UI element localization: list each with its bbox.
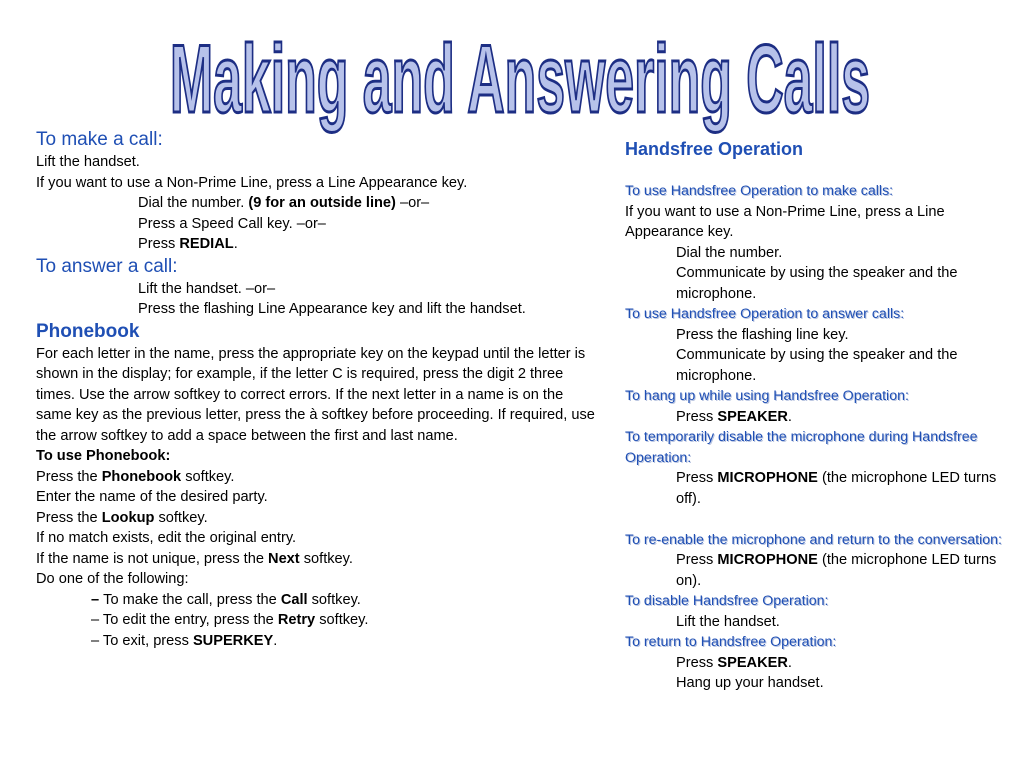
- spacer: [625, 509, 1017, 530]
- step-text: Press: [676, 654, 718, 671]
- disable-mic-step: [625, 468, 1017, 509]
- redial-prefix: Press: [138, 236, 180, 252]
- phonebook-option: [36, 610, 601, 631]
- step-text: Press: [676, 408, 718, 425]
- step-text: Press the: [36, 509, 102, 526]
- option-text: softkey.: [307, 591, 361, 608]
- answer-call-step: Lift the handset. –or–: [138, 280, 276, 297]
- step-text: (the microphone LED turns on).: [676, 552, 997, 589]
- handsfree-answer-label: To use Handsfree Operation to answer calls:: [625, 306, 905, 322]
- phonebook-step: Do one of the following:: [36, 571, 189, 587]
- step-text: (the microphone LED turns off).: [676, 470, 997, 507]
- phonebook-step: [36, 467, 601, 488]
- handsfree-make-step: Communicate by using the speaker and the microphone.: [676, 265, 958, 302]
- lookup-softkey: Lookup: [101, 509, 155, 526]
- make-call-step: If you want to use a Non-Prime Line, press a Line Appearance key.: [36, 174, 468, 191]
- answer-call-step: Press the flashing Line Appearance key and lift the handset.: [138, 301, 526, 317]
- phonebook-paragraph: For each letter in the name, press the appropriate key on the keypad until the letter is shown in the display; for example, if the letter C is required, press the digit 2 three times. Use the arrow softkey to correct errors. If the next letter in a name is on the same key as the previous letter, press the à softkey before proceeding. If required, use the arrow softkey to add a space between the first and last name.: [36, 345, 595, 444]
- option-text: To make the call, press the: [103, 591, 281, 608]
- return-handsfree-step: [625, 653, 1017, 674]
- handsfree-hangup-label: To hang up while using Handsfree Operation:: [625, 388, 909, 404]
- next-softkey: Next: [268, 550, 300, 567]
- make-call-redial: [36, 234, 601, 255]
- step-text: softkey.: [154, 509, 208, 526]
- reenable-mic-label: To re-enable the microphone and return to the conversation:: [625, 531, 1002, 548]
- handsfree-answer-step: Communicate by using the speaker and the microphone.: [676, 347, 958, 384]
- speaker-key: SPEAKER: [717, 408, 788, 425]
- phonebook-step: If no match exists, edit the original entry.: [36, 530, 297, 546]
- disable-handsfree-step: Lift the handset.: [676, 613, 780, 630]
- return-handsfree-label: To return to Handsfree Operation:: [625, 634, 837, 650]
- step-text: Press the: [36, 468, 102, 485]
- outside-line-note: (9 for an outside line): [248, 195, 396, 211]
- retry-softkey: Retry: [277, 612, 316, 628]
- answer-call-heading: To answer a call:: [36, 255, 178, 277]
- disable-mic-label: To temporarily disable the microphone during Handsfree Operation:: [625, 429, 978, 466]
- step-text: Press: [676, 470, 718, 486]
- step-text: softkey.: [181, 468, 235, 485]
- step-text: .: [787, 654, 792, 671]
- dash: –: [91, 591, 104, 608]
- or-text: –or–: [395, 195, 430, 211]
- step-text: If the name is not unique, press the: [36, 550, 269, 567]
- phonebook-step: [36, 549, 601, 570]
- option-text: – To edit the entry, press the: [91, 612, 278, 628]
- phonebook-softkey: Phonebook: [101, 468, 182, 485]
- handsfree-make-label: To use Handsfree Operation to make calls:: [625, 183, 894, 199]
- use-phonebook-heading: To use Phonebook:: [36, 448, 171, 464]
- make-call-heading: To make a call:: [36, 129, 163, 150]
- option-text: softkey.: [315, 612, 369, 628]
- option-text: – To exit, press: [91, 632, 193, 649]
- phonebook-heading: Phonebook: [36, 320, 140, 342]
- make-call-dial: [36, 193, 601, 214]
- handsfree-hangup-step: [625, 407, 1017, 428]
- microphone-key: MICROPHONE: [717, 470, 818, 486]
- page-title: [150, 26, 890, 136]
- speaker-key: SPEAKER: [717, 654, 788, 671]
- phonebook-option: [36, 631, 601, 652]
- disable-handsfree-label: To disable Handsfree Operation:: [625, 593, 829, 609]
- option-text: .: [273, 632, 278, 649]
- call-softkey: Call: [280, 591, 308, 608]
- left-column: [36, 128, 601, 651]
- handsfree-answer-step: Press the flashing line key.: [676, 326, 849, 343]
- handsfree-make-step: Dial the number.: [676, 244, 783, 261]
- redial-suffix: .: [233, 236, 238, 252]
- step-text: softkey.: [299, 550, 353, 567]
- phonebook-step: [36, 508, 601, 529]
- return-handsfree-step: Hang up your handset.: [676, 675, 824, 691]
- microphone-key: MICROPHONE: [717, 552, 818, 568]
- make-call-speed: Press a Speed Call key. –or–: [138, 215, 326, 232]
- reenable-mic-step: [625, 550, 1017, 591]
- page-title-wordart: [150, 26, 890, 136]
- make-call-step: Lift the handset.: [36, 154, 140, 170]
- dial-text: Dial the number.: [138, 195, 249, 211]
- page-title-text: Making and Answering Calls: [169, 26, 870, 134]
- right-column: [625, 138, 1017, 694]
- step-text: Press: [676, 552, 718, 568]
- redial-key: REDIAL: [179, 236, 234, 252]
- handsfree-heading: Handsfree Operation: [625, 139, 804, 159]
- phonebook-option: [36, 590, 601, 611]
- step-text: .: [787, 408, 792, 425]
- phonebook-step: Enter the name of the desired party.: [36, 489, 268, 505]
- superkey: SUPERKEY: [192, 632, 274, 649]
- handsfree-make-step: If you want to use a Non-Prime Line, press a Line Appearance key.: [625, 203, 945, 240]
